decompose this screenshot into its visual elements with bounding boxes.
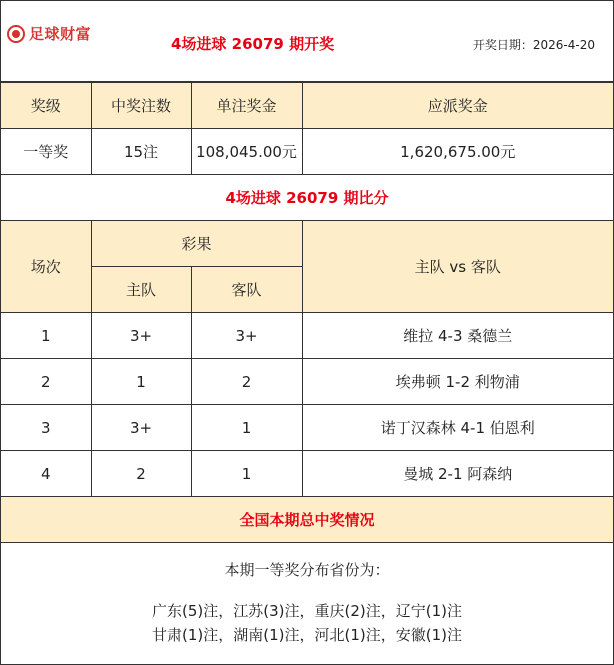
score-header-row-1 (1, 221, 613, 267)
national-title-row (1, 497, 613, 543)
province-line-2: 甘肃(1)注，湖南(1)注，河北(1)注，安徽(1)注 (152, 626, 462, 644)
col-count: 中奖注数 (91, 83, 191, 129)
prize-header-row (1, 83, 613, 129)
col-match-no: 场次 (1, 221, 91, 313)
col-result: 彩果 (91, 221, 302, 267)
home-result: 1 (91, 359, 191, 405)
table-row (1, 313, 613, 359)
draw-date (473, 36, 595, 53)
col-total: 应派奖金 (302, 83, 613, 129)
match-score: 埃弗顿 1-2 利物浦 (302, 359, 613, 405)
match-score: 诺丁汉森林 4-1 伯恩利 (302, 405, 613, 451)
score-title-row (1, 175, 613, 221)
score-section-title: 4场进球 26079 期比分 (1, 175, 613, 221)
page-title: 4场进球 26079 期开奖 (171, 35, 335, 53)
match-no: 1 (1, 313, 91, 359)
match-no: 3 (1, 405, 91, 451)
national-intro: 本期一等奖分布省份为： (224, 561, 390, 579)
away-result: 3+ (191, 313, 302, 359)
table-row (1, 451, 613, 497)
logo (7, 23, 91, 44)
prize-level: 一等奖 (1, 129, 91, 175)
prize-count: 15注 (91, 129, 191, 175)
col-single: 单注奖金 (191, 83, 302, 129)
province-line-1: 广东(5)注，江苏(3)注，重庆(2)注，辽宁(1)注 (152, 602, 462, 620)
col-home: 主队 (91, 267, 191, 313)
home-result: 3+ (91, 313, 191, 359)
draw-date-label: 开奖日期： (472, 38, 533, 52)
away-result: 1 (191, 405, 302, 451)
soccer-ball-icon (7, 25, 25, 43)
prize-total: 1,620,675.00元 (302, 129, 613, 175)
header (1, 1, 613, 82)
draw-date-value: 2026-4-20 (532, 38, 595, 52)
prize-row (1, 129, 613, 175)
table-row (1, 359, 613, 405)
home-result: 3+ (91, 405, 191, 451)
results-table (1, 82, 613, 543)
match-score: 维拉 4-3 桑德兰 (302, 313, 613, 359)
match-no: 2 (1, 359, 91, 405)
logo-text: 足球财富 (29, 25, 92, 43)
away-result: 2 (191, 359, 302, 405)
prize-single: 108,045.00元 (191, 129, 302, 175)
col-away: 客队 (191, 267, 302, 313)
col-level: 奖级 (1, 83, 91, 129)
match-no: 4 (1, 451, 91, 497)
home-result: 2 (91, 451, 191, 497)
match-score: 曼城 2-1 阿森纳 (302, 451, 613, 497)
col-vs: 主队 vs 客队 (302, 221, 613, 313)
national-section-title: 全国本期总中奖情况 (1, 497, 613, 543)
away-result: 1 (191, 451, 302, 497)
table-row (1, 405, 613, 451)
national-info (1, 559, 613, 645)
